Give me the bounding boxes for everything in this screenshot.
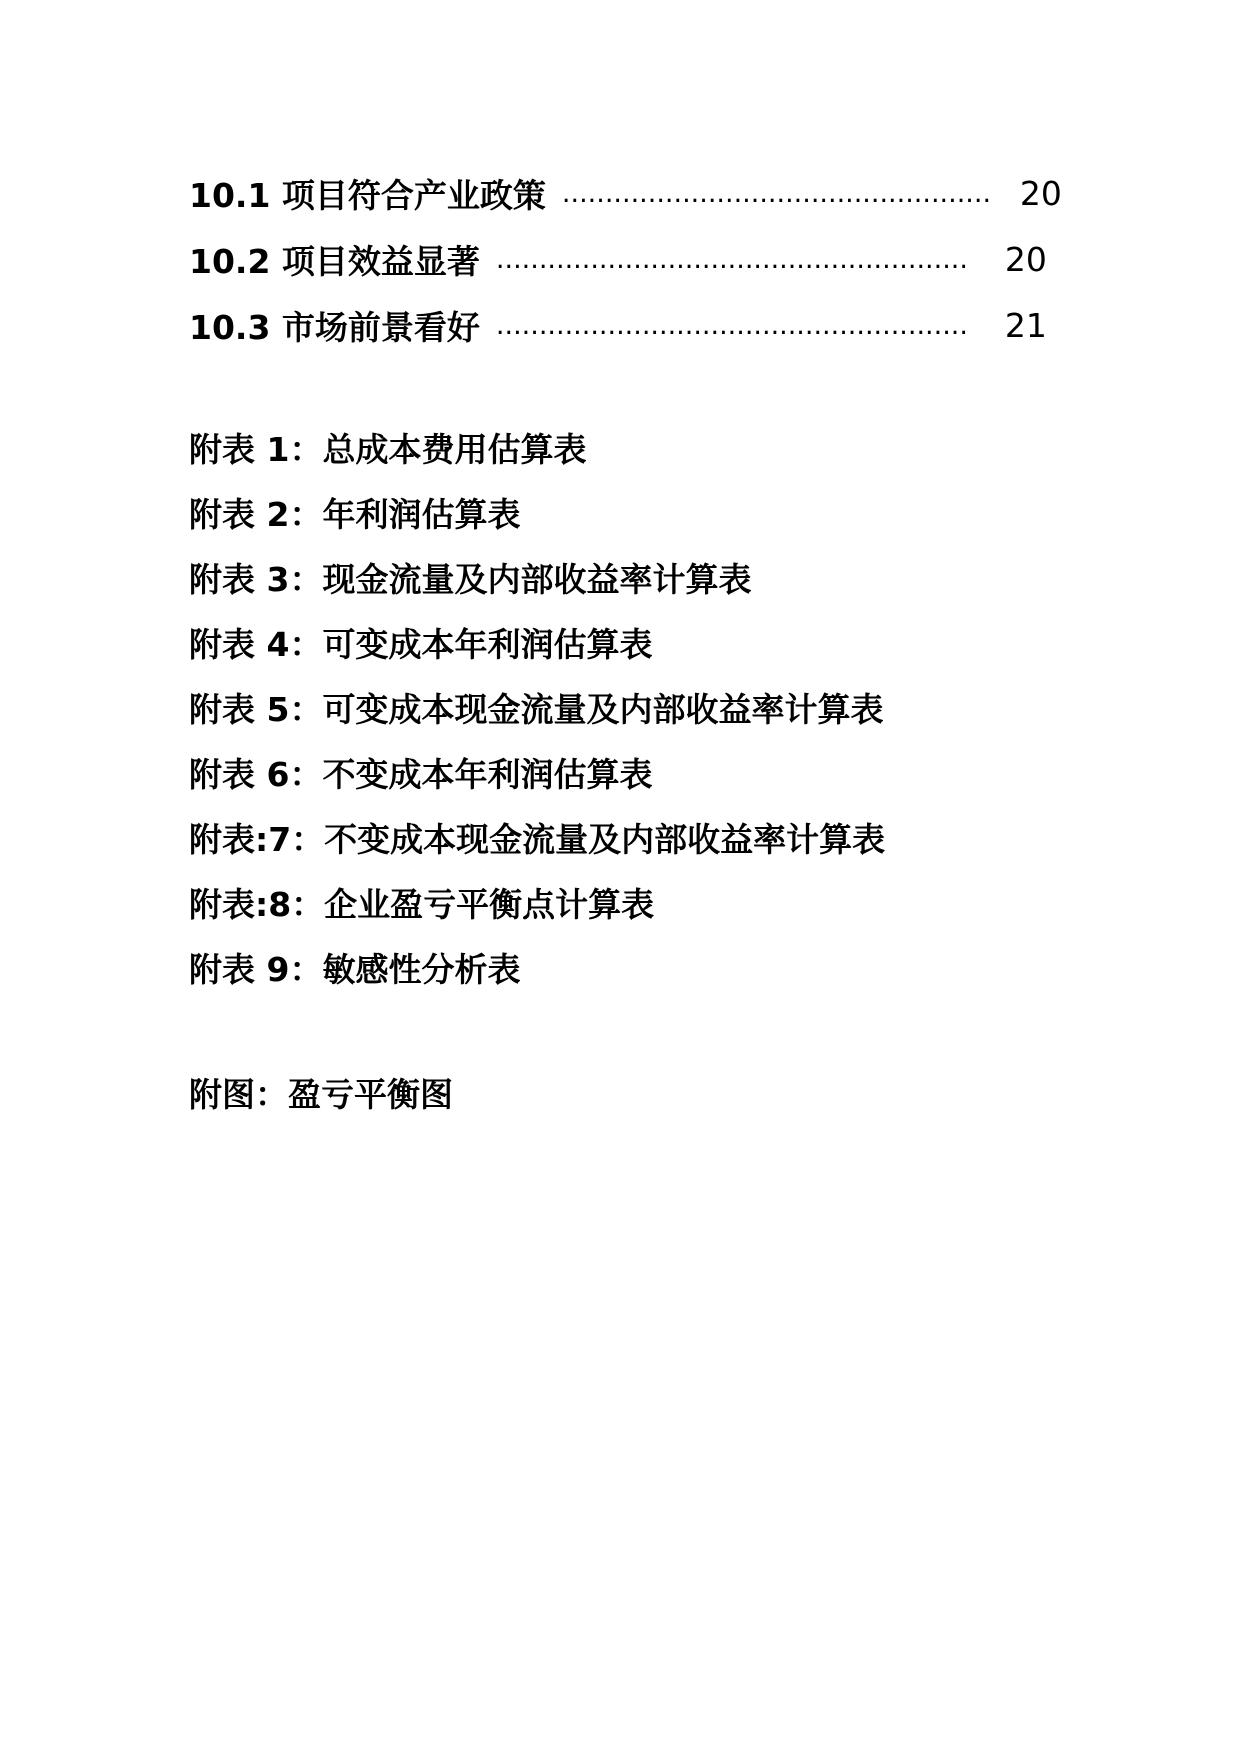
appendix-table-item[interactable]: 附表 4：可变成本年利润估算表: [189, 625, 653, 664]
toc-page-number: 21: [1004, 305, 1047, 345]
appendix-table-item[interactable]: 附表 2：年利润估算表: [189, 495, 521, 534]
toc-entry[interactable]: [189, 160, 1062, 226]
appendix-figure-item[interactable]: 附图：盈亏平衡图: [189, 1075, 453, 1114]
appendix-table-item[interactable]: 附表 5：可变成本现金流量及内部收益率计算表: [189, 690, 884, 729]
toc-entry[interactable]: [189, 226, 1062, 292]
toc-dot-leader: .......................................................: [495, 243, 968, 275]
appendix-table-item[interactable]: 附表:7：不变成本现金流量及内部收益率计算表: [189, 820, 886, 859]
toc-entry-title: 10.3 市场前景看好: [189, 307, 480, 347]
toc-dot-leader: ..................................................: [561, 177, 992, 209]
toc-page-number: 20: [1019, 173, 1062, 213]
toc-entry[interactable]: [189, 292, 1062, 358]
toc-page-number: 20: [1004, 239, 1047, 279]
appendix-table-item[interactable]: 附表 3：现金流量及内部收益率计算表: [189, 560, 752, 599]
appendix-table-item[interactable]: 附表 6：不变成本年利润估算表: [189, 755, 653, 794]
toc-entry-title: 10.2 项目效益显著: [189, 241, 480, 281]
table-of-contents: [189, 160, 1062, 358]
appendix-table-list: [189, 415, 885, 1000]
toc-dot-leader: .......................................................: [495, 309, 968, 341]
appendix-table-item[interactable]: 附表:8：企业盈亏平衡点计算表: [189, 885, 655, 924]
appendix-figure-list: [189, 1060, 453, 1125]
appendix-table-item[interactable]: 附表 9：敏感性分析表: [189, 950, 521, 989]
appendix-table-item[interactable]: 附表 1：总成本费用估算表: [189, 430, 587, 469]
toc-entry-title: 10.1 项目符合产业政策: [189, 175, 546, 215]
